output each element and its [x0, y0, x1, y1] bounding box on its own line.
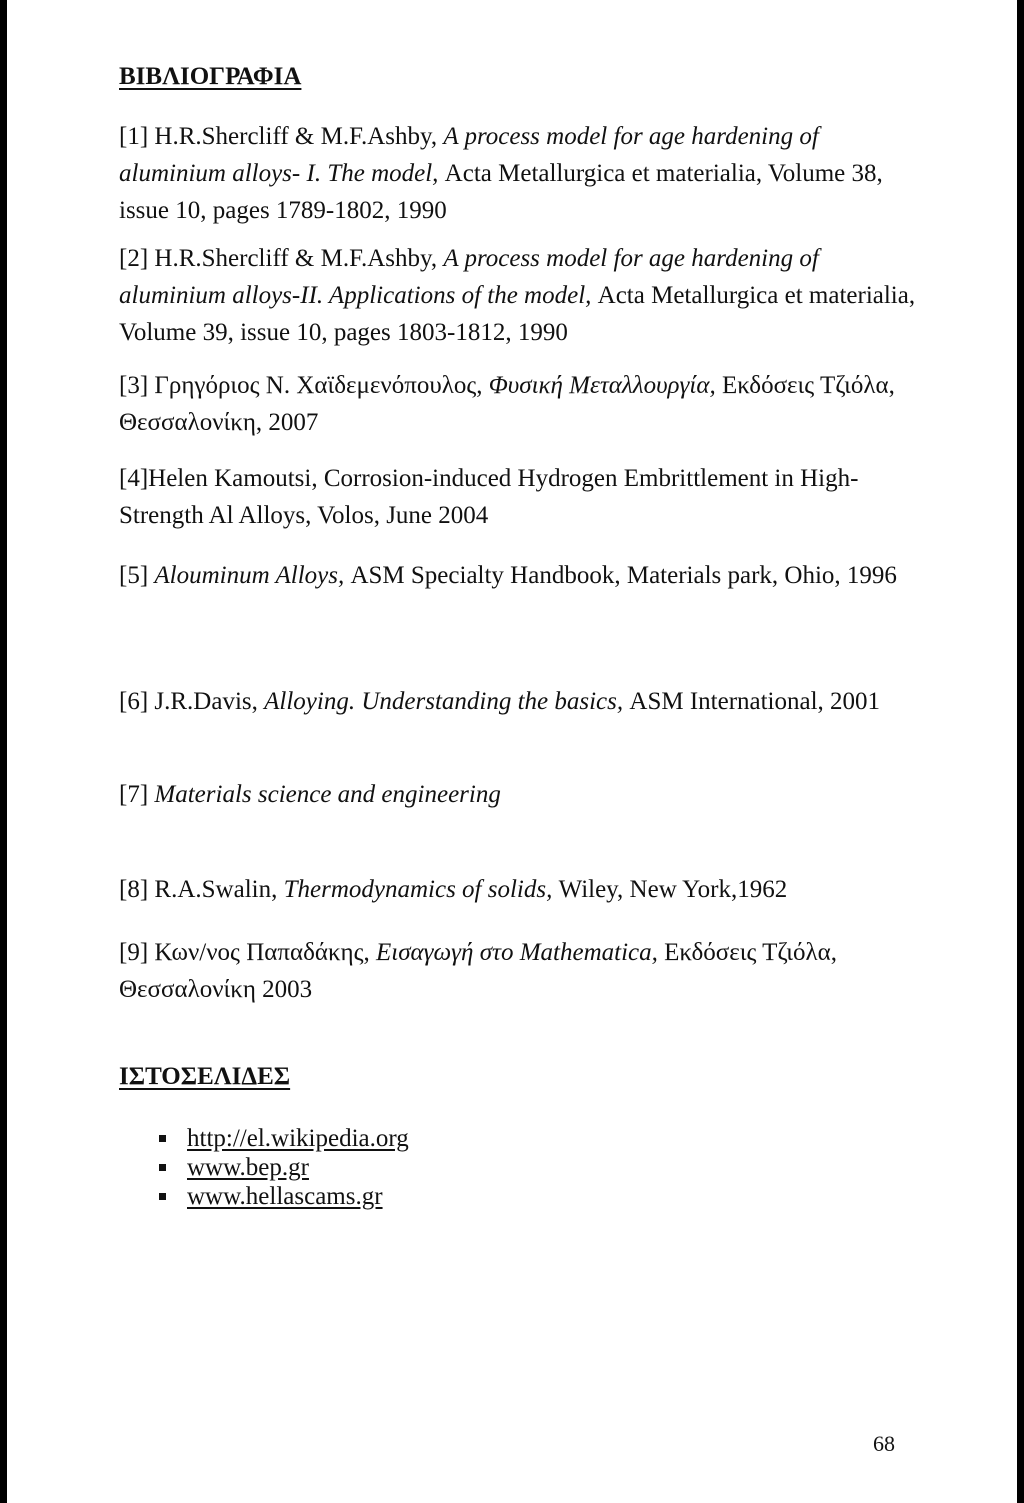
reference-label: [7] [119, 781, 155, 808]
reference-label: [5] [119, 562, 155, 589]
reference-5 [119, 557, 919, 594]
square-bullet-icon [159, 1164, 166, 1171]
website-link-wikipedia[interactable]: http://el.wikipedia.org [187, 1125, 409, 1152]
reference-6 [119, 683, 919, 720]
reference-authors: J.R.Davis, [154, 688, 265, 715]
list-item [119, 1124, 409, 1153]
reference-8 [119, 871, 919, 908]
reference-title: Thermodynamics of solids, [283, 876, 559, 903]
reference-label: [9] [119, 939, 155, 966]
reference-label: [6] [119, 688, 155, 715]
reference-details: Acta Metallurgica et materialia, Volume 38, issue 10, pages 1789-1802, 1990 [119, 160, 883, 224]
reference-label: [3] [119, 372, 155, 399]
reference-7 [119, 776, 919, 813]
reference-title: Φυσική Μεταλλουργία, [488, 372, 722, 399]
list-item [119, 1182, 409, 1211]
page-number: 68 [873, 1431, 895, 1456]
reference-label: [1] [119, 123, 155, 150]
reference-label: [2] [119, 245, 155, 272]
reference-4 [119, 460, 919, 534]
reference-3 [119, 367, 919, 441]
reference-authors: H.R.Shercliff & M.F.Ashby, [154, 123, 444, 150]
list-item [119, 1153, 409, 1182]
reference-details: ASM Specialty Handbook, Materials park, Ohio, 1996 [350, 562, 897, 589]
square-bullet-icon [159, 1193, 166, 1200]
reference-authors: R.A.Swalin, [154, 876, 284, 903]
websites-list [119, 1124, 409, 1211]
reference-details: Corrosion-induced Hydrogen Embrittlement in High-Strength Al Alloys, Volos, June 2004 [119, 465, 859, 529]
reference-details: Εκδόσεις Τζιόλα, Θεσσαλονίκη 2003 [119, 939, 837, 1003]
reference-1 [119, 118, 919, 229]
reference-details: Wiley, New York,1962 [558, 876, 788, 903]
square-bullet-icon [159, 1135, 166, 1142]
reference-authors: Κων/νος Παπαδάκης, [154, 939, 377, 966]
websites-heading: ΙΣΤΟΣΕΛΙΔΕΣ [119, 1063, 291, 1090]
reference-title: A process model for age hardening of aluminium alloys-II. Applications of the model, [119, 245, 819, 309]
reference-2 [119, 240, 919, 351]
reference-title: Materials science and engineering [154, 781, 501, 808]
reference-title: A process model for age hardening of aluminium alloys- I. The model, [119, 123, 819, 187]
reference-title: Alouminum Alloys, [154, 562, 351, 589]
reference-details: Acta Metallurgica et materialia, Volume 39, issue 10, pages 1803-1812, 1990 [119, 282, 916, 346]
bibliography-heading: ΒΙΒΛΙΟΓΡΑΦΙΑ [119, 63, 302, 90]
website-link-bep[interactable]: www.bep.gr [187, 1154, 309, 1181]
reference-authors: H.R.Shercliff & M.F.Ashby, [154, 245, 444, 272]
reference-title: Εισαγωγή στο Mathematica, [376, 939, 665, 966]
reference-title: Alloying. Understanding the basics, [264, 688, 630, 715]
reference-label: [4] [119, 465, 149, 492]
reference-authors: Helen Kamoutsi, [148, 465, 324, 492]
reference-details: Εκδόσεις Τζιόλα, Θεσσαλονίκη, 2007 [119, 372, 895, 436]
reference-label: [8] [119, 876, 155, 903]
website-link-hellascams[interactable]: www.hellascams.gr [187, 1183, 383, 1210]
reference-9 [119, 934, 919, 1008]
reference-details: ASM International, 2001 [629, 688, 881, 715]
document-page [7, 0, 1017, 1503]
reference-authors: Γρηγόριος Ν. Χαϊδεμενόπουλος, [154, 372, 489, 399]
